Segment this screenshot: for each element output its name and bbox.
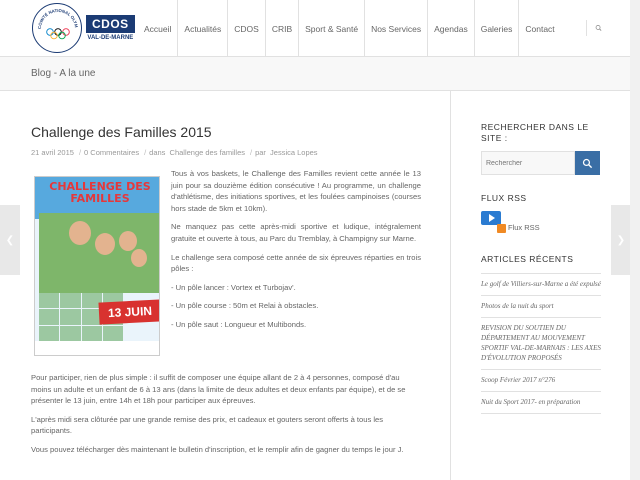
logo-ring-caption: COMITÉ NATIONAL OLYM <box>36 7 79 30</box>
post-content <box>31 124 441 454</box>
flyer-sponsor-strip <box>35 341 160 356</box>
paragraph: Tous à vos baskets, le Challenge des Familles revient cette année le 13 juin pour sa douzième édition consécutive ! Au programme, un challenge d'athlétisme, des initiations sportives, et les foulées campinoises (courses hors stade de 5km et 10km). <box>171 169 421 213</box>
search-icon <box>582 158 593 169</box>
search-button[interactable] <box>575 151 600 175</box>
sidebar <box>481 122 601 414</box>
author-prefix: par <box>255 148 266 157</box>
brand-subtitle: VAL-DE-MARNE <box>87 35 134 41</box>
person-photo <box>95 233 115 255</box>
nav-accueil[interactable]: Accueil <box>144 23 172 34</box>
rss-widget <box>481 211 601 235</box>
person-photo <box>131 249 147 267</box>
nav-cdos[interactable]: CDOS <box>227 0 265 57</box>
nav-agendas[interactable]: Agendas <box>427 0 474 57</box>
rss-feed-link[interactable]: Flux RSS <box>508 223 540 232</box>
person-photo <box>119 231 137 251</box>
rss-feed-icon[interactable] <box>497 224 506 233</box>
person-photo <box>69 221 91 245</box>
video-play-icon[interactable] <box>481 211 501 225</box>
recent-articles-title: ARTICLES RÉCENTS <box>481 254 574 264</box>
flyer-date-badge: 13 JUIN <box>98 299 160 324</box>
post-meta <box>31 148 441 157</box>
chevron-right-icon: ❯ <box>616 234 626 246</box>
main-nav <box>138 0 561 57</box>
post-title[interactable]: Challenge des Familles 2015 <box>31 124 212 140</box>
nav-actualites[interactable]: Actualités <box>177 0 227 57</box>
post-intro <box>171 168 421 338</box>
challenge-flyer-image[interactable] <box>34 176 160 356</box>
search-widget-title: RECHERCHER DANS LE SITE : <box>481 122 589 143</box>
category-prefix: dans <box>149 148 166 157</box>
previous-post-arrow[interactable] <box>0 205 20 275</box>
paragraph: Ne manquez pas cette après-midi sportive et ludique, intégralement gratuite et ouverte à tous, au Parc du Tremblay, à Champigny sur Marne. <box>171 222 421 243</box>
paragraph: - Un pôle course : 50m et Relai à obstacles. <box>171 301 319 311</box>
site-logo[interactable] <box>32 3 135 53</box>
post-category-link[interactable]: Challenge des familles <box>169 148 245 157</box>
brand-name: CDOS <box>86 15 135 33</box>
post-author-link[interactable]: Jessica Lopes <box>270 148 318 157</box>
post-comments-link[interactable]: 0 Commentaires <box>84 148 140 157</box>
flyer-family-photo <box>39 213 159 293</box>
search-input[interactable] <box>481 151 575 175</box>
post-body <box>31 372 421 463</box>
site-header <box>0 0 640 57</box>
paragraph: Vous pouvez télécharger dès maintenant le bulletin d'inscription, et le remplir afin de gagner du temps le jour J. <box>31 444 404 454</box>
flyer-headline: CHALLENGE DES FAMILLES <box>49 180 151 205</box>
meta-separator: / <box>144 148 147 157</box>
olympic-logo <box>32 3 82 53</box>
sidebar-search <box>481 151 601 175</box>
nav-galeries[interactable]: Galeries <box>474 0 519 57</box>
nav-nos-services[interactable]: Nos Services <box>364 0 427 57</box>
recent-articles-list <box>481 273 601 414</box>
paragraph: Pour participer, rien de plus simple : il suffit de composer une équipe allant de 2 à 4 personnes, composé d'au moins un adulte et un enfant de 6 à 13 ans (dans la limite de deux adultes et deux enfants par équipe), et de se présenter le 13 juin, entre 14h et 18h pour participer aux épreuves. <box>31 373 406 406</box>
recent-article-link[interactable]: Nuit du Sport 2017- en préparation <box>481 392 601 414</box>
nav-contact[interactable]: Contact <box>518 0 560 57</box>
meta-separator: / <box>78 148 82 157</box>
post-date: 21 avril 2015 <box>31 148 74 157</box>
page-title[interactable]: Blog - A la une <box>31 68 96 79</box>
cdos-brand <box>86 15 135 41</box>
olympic-rings-icon <box>46 28 70 40</box>
svg-text:COMITÉ NATIONAL OLYMPIQUE ET S <box>33 4 79 29</box>
paragraph: L'après midi sera clôturée par une grande remise des prix, et cadeaux et gouters seront offerts à tous les participants. <box>31 414 384 436</box>
recent-article-link[interactable]: Le golf de Villiers-sur-Marne a été expulsé <box>481 274 601 296</box>
meta-separator: / <box>250 148 253 157</box>
page-title-bar <box>0 57 640 91</box>
recent-article-link[interactable]: Scoop Février 2017 n°276 <box>481 370 601 392</box>
nav-crib[interactable]: CRIB <box>265 0 298 57</box>
recent-article-link[interactable]: Photos de la nuit du sport <box>481 296 601 318</box>
chevron-left-icon: ❮ <box>5 234 15 246</box>
paragraph: - Un pôle saut : Longueur et Multibonds. <box>171 319 307 329</box>
search-icon[interactable] <box>586 20 602 36</box>
rss-widget-title: FLUX RSS <box>481 193 527 203</box>
recent-article-link[interactable]: REVISION DU SOUTIEN DU DÉPARTEMENT AU MOUVEMENT SPORTIF VAL-DE-MARNAIS : LES AXES D'ÉVOLUTION PROPOSÉS <box>481 318 601 370</box>
nav-sport-sante[interactable]: Sport & Santé <box>298 0 364 57</box>
next-post-arrow[interactable] <box>611 205 631 275</box>
page-scrollbar[interactable] <box>630 0 640 480</box>
paragraph: Le challenge sera composé cette année de six épreuves réparties en trois pôles : <box>171 252 421 274</box>
sidebar-divider <box>450 91 451 480</box>
paragraph: - Un pôle lancer : Vortex et Turbojav'. <box>171 282 296 292</box>
